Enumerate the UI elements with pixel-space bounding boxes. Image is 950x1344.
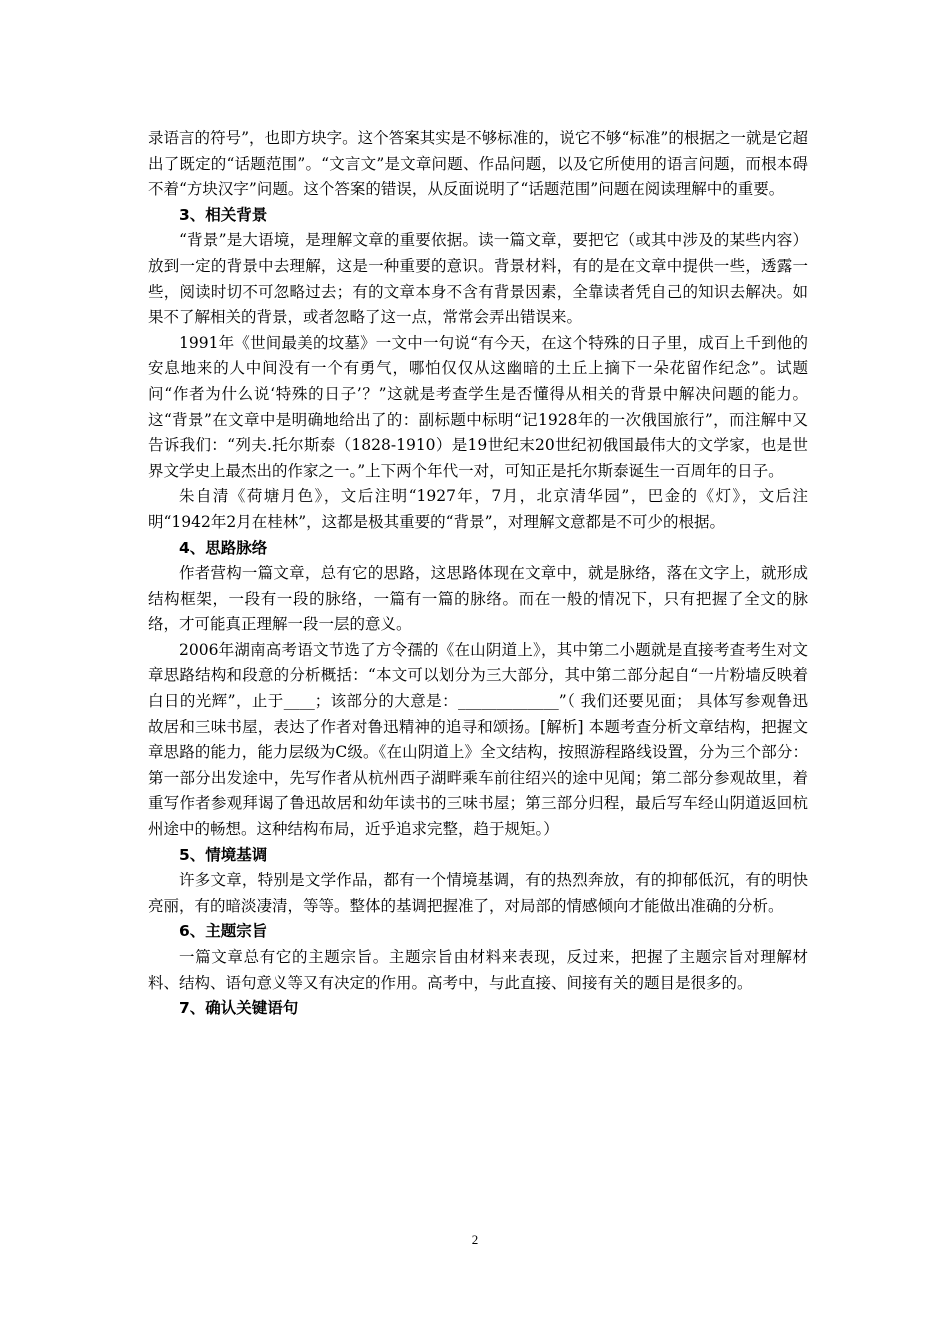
section-heading-theme: 6、主题宗旨 <box>179 922 268 941</box>
paragraph-answer-critique: 录语言的符号”，也即方块字。这个答案其实是不够标准的，说它不够“标准”的根据之一就是它超出了既定的“话题范围”。“文言文”是文章问题、作品问题，以及它所使用的语言问题，而根本碍不着“方块汉字”问题。这个答案的错误，从反面说明了“话题范围”问题在阅读理解中的重要。 <box>148 129 808 199</box>
section-heading-background: 3、相关背景 <box>179 205 268 224</box>
page-number: 2 <box>471 1232 479 1247</box>
section-heading-tone: 5、情境基调 <box>179 845 268 864</box>
paragraph-background-intro: “背景”是大语境，是理解文章的重要依据。读一篇文章，要把它（或其中涉及的某些内容）放到一定的背景中去理解，这是一种重要的意识。背景材料，有的是在文章中提供一些，透露一些，阅读时切不可忽略过去；有的文章本身不含有背景因素，全靠读者凭自己的知识去解决。如果不了解相关的背景，或者忽略了这一点，常常会弄出错误来。 <box>148 231 808 327</box>
section-heading-structure: 4、思路脉络 <box>179 538 268 557</box>
paragraph-structure-intro: 作者营构一篇文章，总有它的思路，这思路体现在文章中，就是脉络，落在文字上，就形成结构框架，一段有一段的脉络，一篇有一篇的脉络。而在一般的情况下，只有把握了全文的脉络，才可能真正理解一段一层的意义。 <box>148 564 808 634</box>
paragraph-tone: 许多文章，特别是文学作品，都有一个情境基调，有的热烈奔放，有的抑郁低沉，有的明快亮丽，有的暗淡凄清，等等。整体的基调把握准了，对局部的情感倾向才能做出准确的分析。 <box>148 871 808 915</box>
paragraph-background-examples-notes: 朱自清《荷塘月色》，文后注明“1927年，7月，北京清华园”，巴金的《灯》，文后注明“1942年2月在桂林”，这都是极其重要的“背景”，对理解文意都是不可少的根据。 <box>148 487 808 531</box>
paragraph-background-example-1991: 1991年《世间最美的坟墓》一文中一句说“有今天，在这个特殊的日子里，成百上千到他的安息地来的人中间没有一个有勇气，哪怕仅仅从这幽暗的土丘上摘下一朵花留作纪念”。试题问“作者为什么说‘特殊的日子’？”这就是考查学生是否懂得从相关的背景中解决问题的能力。这“背景”在文章中是明确地给出了的：副标题中标明“记1928年的一次俄国旅行”，而注解中又告诉我们：“列夫.托尔斯泰（1828-1910）是19世纪末20世纪初俄国最伟大的文学家，也是世界文学史上最杰出的作家之一。”上下两个年代一对，可知正是托尔斯泰诞生一百周年的日子。 <box>148 333 808 480</box>
paragraph-structure-example-2006: 2006年湖南高考语文节选了方令孺的《在山阴道上》，其中第二小题就是直接考查考生对文章思路结构和段意的分析概括：“本文可以划分为三大部分，其中第二部分起自“一片粉墙反映着白日的光辉”，止于____；该部分的大意是：_____________”（ 我们还要见面； 具体写参观鲁迅故居和三味书屋，表达了作者对鲁迅精神的追寻和颂扬。[解析] 本题考查分析文章结构，把握文章思路的能力，能力层级为C级。《在山阴道上》全文结构，按照游程路线设置，分为三个部分：第一部分出发途中，先写作者从杭州西子湖畔乘车前往绍兴的途中见闻；第二部分参观故里，着重写作者参观拜谒了鲁迅故居和幼年读书的三味书屋；第三部分归程，最后写车经山阴道返回杭州途中的畅想。这种结构布局，近乎追求完整，趋于规矩。） <box>148 640 808 839</box>
paragraph-theme: 一篇文章总有它的主题宗旨。主题宗旨由材料来表现，反过来，把握了主题宗旨对理解材料、结构、语句意义等又有决定的作用。高考中，与此直接、间接有关的题目是很多的。 <box>148 948 808 992</box>
section-heading-key-sentences: 7、确认关键语句 <box>179 999 299 1018</box>
document-body <box>148 126 808 1022</box>
